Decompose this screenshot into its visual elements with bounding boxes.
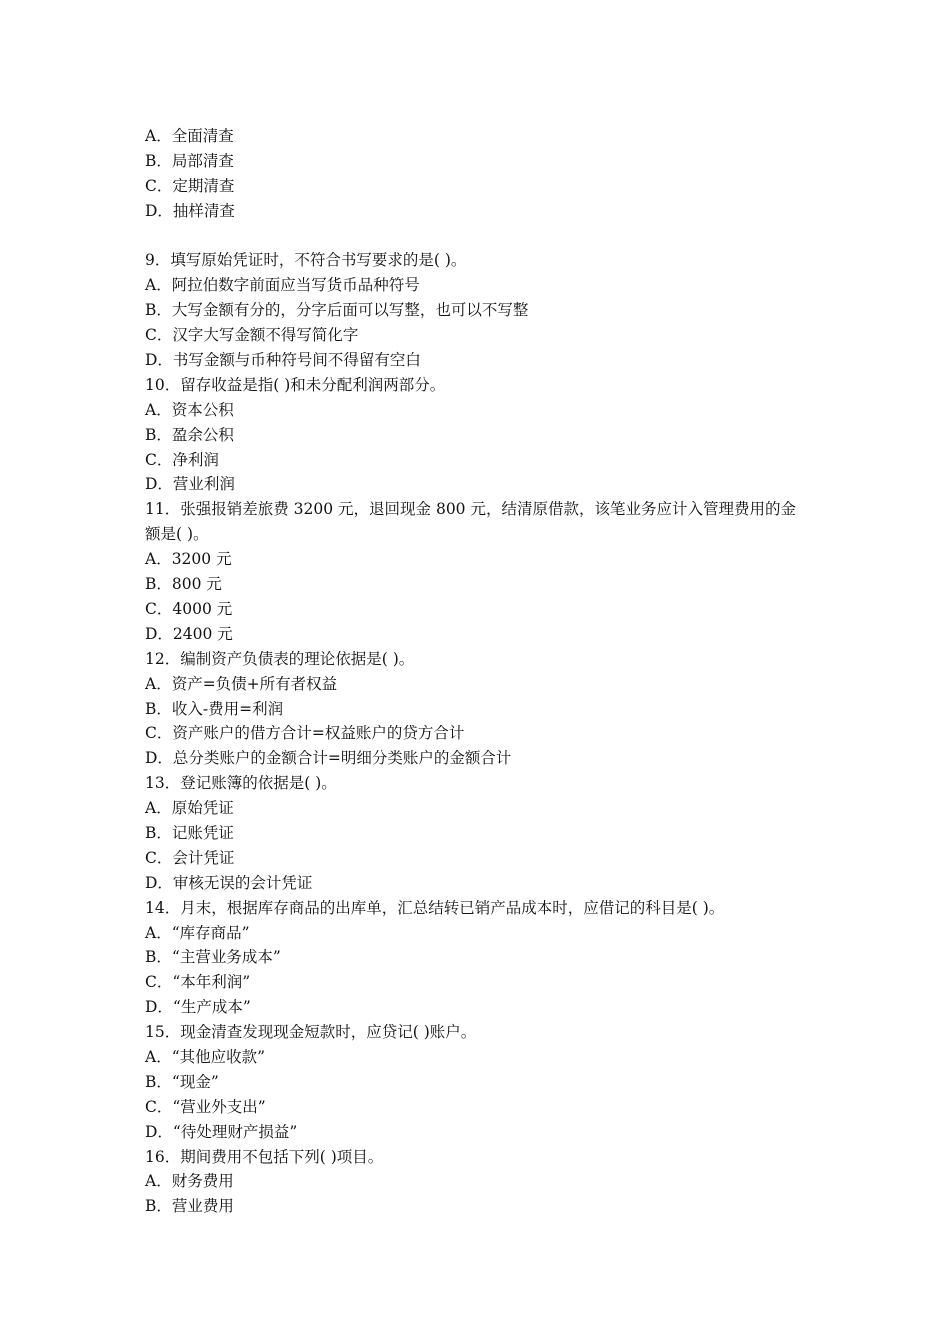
option-line: A．“其他应收款” — [145, 1047, 266, 1066]
option-line: D．“生产成本” — [145, 998, 251, 1017]
question-14: 14．月末，根据库存商品的出库单，汇总结转已销产品成本时，应借记的科目是( )。 — [145, 898, 725, 917]
option-line: C．净利润 — [145, 450, 219, 469]
option-line: D．审核无误的会计凭证 — [145, 873, 313, 892]
option-line: D．抽样清查 — [145, 201, 235, 220]
question-12: 12．编制资产负债表的理论依据是( )。 — [145, 649, 415, 668]
option-line: D．“待处理财产损益” — [145, 1122, 298, 1141]
question-9: 9．填写原始凭证时，不符合书写要求的是( )。 — [145, 251, 467, 270]
option-line: A．原始凭证 — [145, 799, 234, 818]
option-line: C．资产账户的借方合计=权益账户的贷方合计 — [145, 724, 465, 743]
question-10: 10．留存收益是指( )和未分配利润两部分。 — [145, 375, 446, 394]
option-line: D．总分类账户的金额合计=明细分类账户的金额合计 — [145, 749, 512, 768]
option-line: C．会计凭证 — [145, 848, 235, 867]
option-line: B．营业费用 — [145, 1197, 234, 1216]
option-line: C．定期清查 — [145, 176, 235, 195]
option-line: B．记账凭证 — [145, 823, 234, 842]
option-line: B．800 元 — [145, 575, 222, 594]
option-line: C．“营业外支出” — [145, 1097, 266, 1116]
option-line: B．局部清查 — [145, 151, 234, 170]
option-line: A．资本公积 — [145, 400, 234, 419]
option-line: A．“库存商品” — [145, 923, 250, 942]
question-15: 15．现金清查发现现金短款时，应贷记( )账户。 — [145, 1023, 477, 1042]
question-11: 11．张强报销差旅费 3200 元，退回现金 800 元，结清原借款，该笔业务应计入管理费用的金额是( )。 — [145, 500, 796, 544]
option-line: A．3200 元 — [145, 550, 232, 569]
option-line: C．4000 元 — [145, 599, 233, 618]
option-line: B．收入-费用=利润 — [145, 699, 284, 718]
option-line: A．阿拉伯数字前面应当写货币品种符号 — [145, 276, 420, 295]
option-line: B．“现金” — [145, 1072, 219, 1091]
option-line: D．2400 元 — [145, 624, 233, 643]
option-line: B．“主营业务成本” — [145, 948, 281, 967]
question-13: 13．登记账簿的依据是( )。 — [145, 774, 337, 793]
option-line: C．“本年利润” — [145, 973, 251, 992]
option-line: B．盈余公积 — [145, 425, 234, 444]
option-line: C．汉字大写金额不得写简化字 — [145, 326, 359, 345]
option-line: A．财务费用 — [145, 1172, 234, 1191]
option-line: D．营业利润 — [145, 475, 235, 494]
option-line: A．资产=负债+所有者权益 — [145, 674, 338, 693]
document-body — [145, 124, 805, 1219]
option-line: B．大写金额有分的，分字后面可以写整，也可以不写整 — [145, 301, 529, 320]
question-16: 16．期间费用不包括下列( )项目。 — [145, 1147, 384, 1166]
option-line: A．全面清查 — [145, 127, 234, 145]
blank-line — [145, 224, 805, 249]
option-line: D．书写金额与币种符号间不得留有空白 — [145, 351, 421, 370]
